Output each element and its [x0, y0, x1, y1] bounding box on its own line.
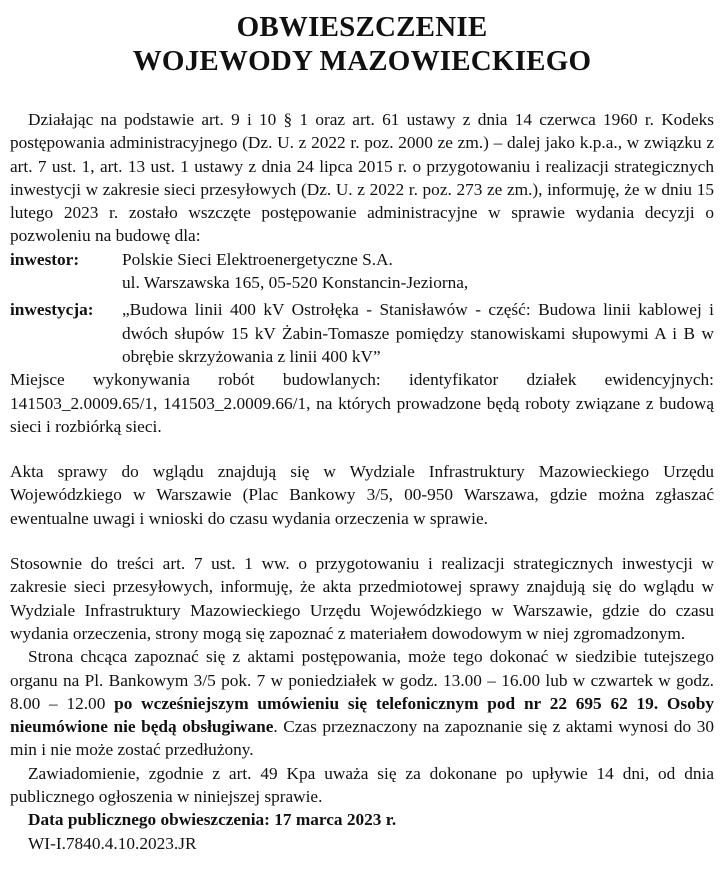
files-paragraph: Akta sprawy do wglądu znajdują się w Wydziale Infrastruktury Mazowieckiego Urzędu Wojewódzkiego w Warszawie (Plac Bankowy 3/5, 00-950 Warszawa, gdzie można zgłaszać ewentualne uwagi i wnioski do czasu wydania orzeczenia w sprawie.: [10, 462, 714, 528]
notice-2-bold: po wcześniejszym umówieniu się telefonicznym pod nr 22 695 62 19. Osoby nieumówione nie będą obsługiwane: [10, 693, 714, 737]
document-title: [10, 10, 714, 78]
notice-paragraph-2: [10, 645, 714, 761]
investment-row: [10, 298, 714, 368]
investor-address: ul. Warszawska 165, 05-520 Konstancin-Jeziorna,: [122, 273, 469, 293]
notice-paragraph-3: Zawiadomienie, zgodnie z art. 49 Kpa uważa się za dokonane po upływie 14 dni, od dnia publicznego ogłoszenia w niniejszej sprawie.: [10, 763, 714, 807]
intro-paragraph: Działając na podstawie art. 9 i 10 § 1 oraz art. 61 ustawy z dnia 14 czerwca 1960 r. Kodeks postępowania administracyjnego (Dz. U. z 2022 r. poz. 2000 ze zm.) – dalej jako k.p.a., w związku z art. 7 ust. 1, art. 13 ust. 1 ustawy z dnia 24 lipca 2015 r. o przygotowaniu i realizacji strategicznych inwestycji w zakresie sieci przesyłowych (Dz. U. z 2022 r. poz. 273 ze zm.), informuję, że w dniu 15 lutego 2023 r. zostało wszczęte postępowanie administracyjne w sprawie wydania decyzji o pozwoleniu na budowę dla:: [10, 110, 714, 246]
investor-name: Polskie Sieci Elektroenergetyczne S.A.: [122, 249, 393, 269]
investor-value: [122, 248, 714, 295]
title-line-1: OBWIESZCZENIE: [236, 11, 488, 43]
investor-row: [10, 248, 714, 295]
publication-date: Data publicznego obwieszczenia: 17 marca 2023 r.: [28, 810, 397, 830]
reference-number: WI-I.7840.4.10.2023.JR: [28, 833, 197, 853]
investment-label: inwestycja:: [10, 300, 94, 320]
notice-2-part-2: . Czas przeznaczony na zapoznanie się z aktami wynosi do 30 min i nie może zostać przedłużony.: [10, 717, 714, 760]
location-paragraph: Miejsce wykonywania robót budowlanych: identyfikator działek ewidencyjnych: 141503_2.0009.65/1, 141503_2.0009.66/1, na których prowadzone będą roboty związane z budową sieci i rozbiórką sieci.: [10, 370, 714, 436]
investor-label: inwestor:: [10, 249, 80, 269]
investment-description: „Budowa linii 400 kV Ostrołęka - Stanisławów - część: Budowa linii kablowej i dwóch słupów 15 kV Żabin-Tomasze pomiędzy stanowiskami słupowymi A i B w obrębie skrzyżowania z linii 400 kV”: [122, 300, 714, 366]
notice-2-part-1: Strona chcąca zapoznać się z aktami postępowania, może tego dokonać w siedzibie tutejszego organu na Pl. Bankowym 3/5 pok. 7 w poniedziałek w godz. 13.00 – 16.00 lub w czwartek w godz. 8.00 – 12.00: [10, 647, 714, 713]
notice-paragraph-1: Stosownie do treści art. 7 ust. 1 ww. o przygotowaniu i realizacji strategicznych inwestycji w zakresie sieci przesyłowych, informuję, że akta przedmiotowej sprawy znajdują się do wglądu w Wydziale Infrastruktury Mazowieckiego Urzędu Wojewódzkiego w Warszawie, gdzie do czasu wydania orzeczenia, strony mogą się zapoznać z materiałem dowodowym w niej zgromadzonym.: [10, 554, 714, 643]
title-line-2: WOJEWODY MAZOWIECKIEGO: [132, 45, 592, 77]
